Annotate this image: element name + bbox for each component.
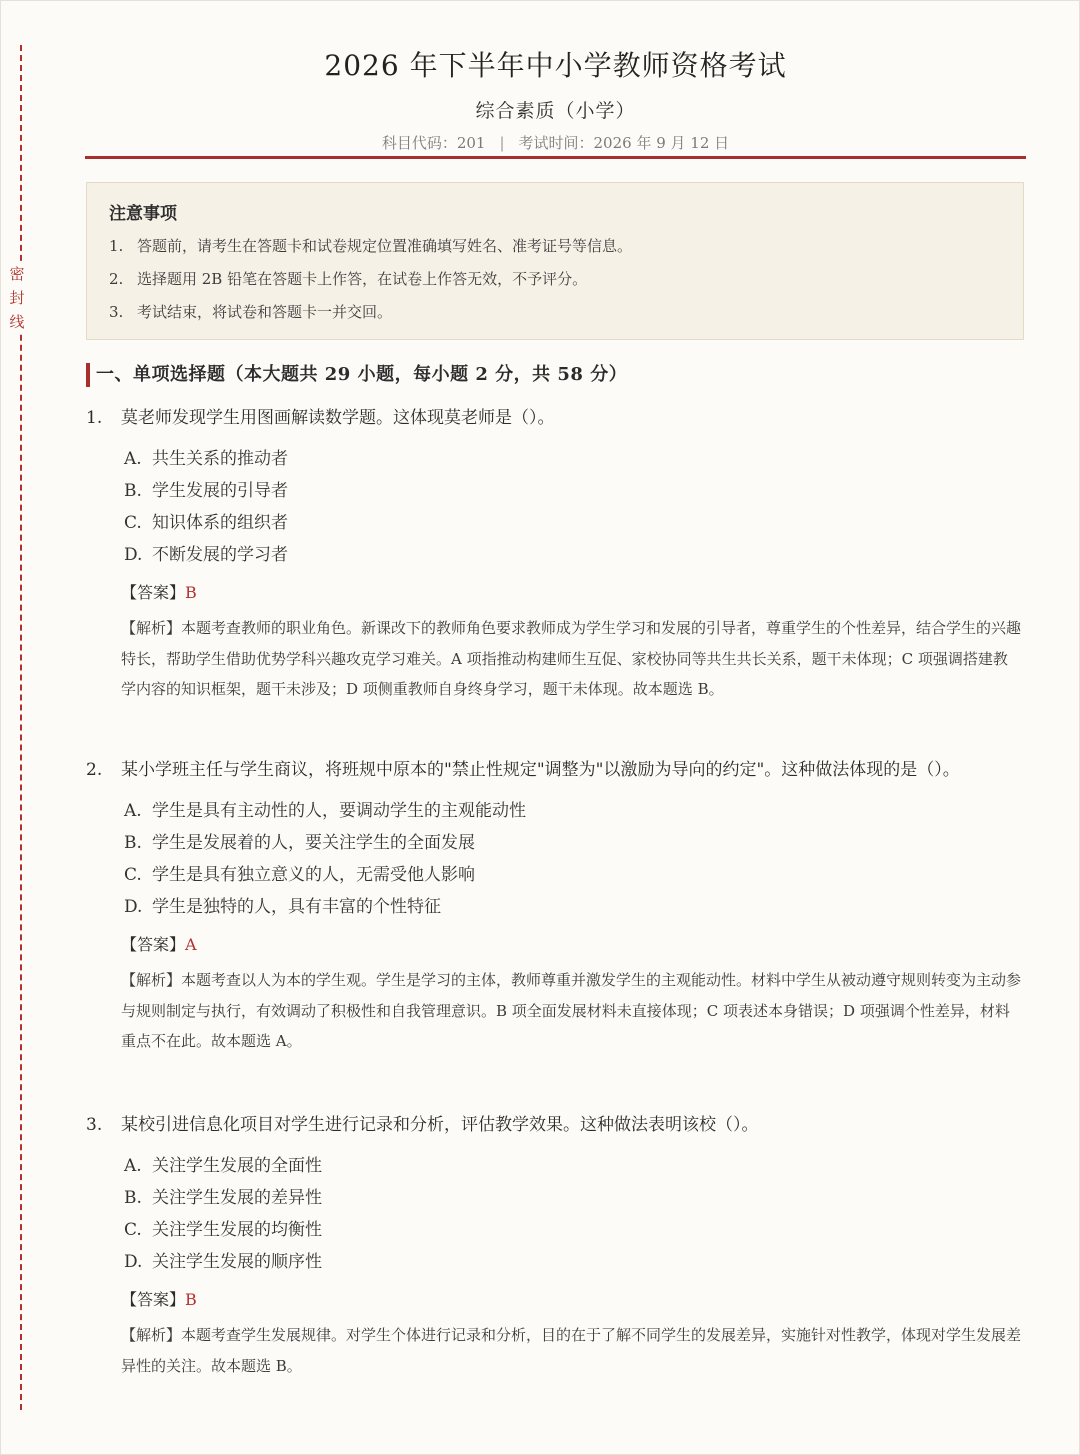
answer-line (121, 578, 1021, 608)
notice-item-number: 2. (109, 270, 124, 288)
option-list (124, 795, 1021, 923)
option-text: 关注学生发展的全面性 (152, 1156, 322, 1176)
option-b (124, 1182, 1021, 1214)
question-number: 2. (86, 760, 103, 780)
explanation: 【解析】本题考查以人为本的学生观。学生是学习的主体，教师尊重并激发学生的主观能动性。材料中学生从被动遵守规则转变为主动参与规则制定与执行，有效调动了积极性和自我管理意识。B 项全面发展材料未直接体现；C 项表述本身错误；D 项强调个性差异，材料重点不在此。故本题选 A。 (121, 971, 1022, 1050)
option-text: 关注学生发展的顺序性 (152, 1252, 322, 1272)
answer-label: 【答案】 (121, 583, 186, 602)
answer-value: B (185, 1290, 197, 1309)
option-label: C. (124, 513, 142, 533)
option-text: 学生是发展着的人，要关注学生的全面发展 (152, 833, 475, 853)
option-list (124, 443, 1021, 571)
answer-value: A (185, 935, 197, 954)
notice-item (109, 263, 1001, 296)
question-3 (86, 1110, 1021, 1381)
question-text: 某小学班主任与学生商议，将班规中原本的"禁止性规定"调整为"以激励为导向的约定"。这种做法体现的是（）。 (121, 760, 960, 780)
answer-label: 【答案】 (121, 935, 186, 954)
option-b (124, 475, 1021, 507)
question-number: 1. (86, 408, 103, 428)
notice-item-text: 考试结束，将试卷和答题卡一并交回。 (137, 303, 393, 321)
option-c (124, 507, 1021, 539)
question-stem (86, 755, 1021, 785)
question-number: 3. (86, 1115, 103, 1135)
notice-item-number: 3. (109, 303, 124, 321)
answer-line (121, 930, 1021, 960)
header-divider (85, 156, 1026, 159)
option-b (124, 827, 1021, 859)
question-text: 莫老师发现学生用图画解读数学题。这体现莫老师是（）。 (121, 408, 555, 428)
question-text: 某校引进信息化项目对学生进行记录和分析，评估教学效果。这种做法表明该校（）。 (121, 1115, 759, 1135)
notice-item (109, 296, 1001, 329)
notice-item-number: 1. (109, 237, 124, 255)
option-label: D. (124, 897, 143, 917)
option-c (124, 1214, 1021, 1246)
option-label: C. (124, 865, 142, 885)
notice-item-text: 答题前，请考生在答题卡和试卷规定位置准确填写姓名、准考证号等信息。 (137, 237, 633, 255)
question-stem (86, 1110, 1021, 1140)
subject-code: 科目代码：201 (381, 134, 486, 152)
section-title: 一、单项选择题（本大题共 29 小题，每小题 2 分，共 58 分） (86, 363, 627, 387)
option-text: 学生是具有独立意义的人，无需受他人影响 (152, 865, 475, 885)
question-1 (86, 403, 1021, 705)
notice-item-text: 选择题用 2B 铅笔在答题卡上作答，在试卷上作答无效，不予评分。 (137, 270, 588, 288)
option-label: B. (124, 481, 142, 501)
notice-title: 注意事项 (109, 204, 177, 224)
option-label: B. (124, 1188, 142, 1208)
exam-subtitle: 综合素质（小学） (475, 100, 636, 122)
notice-box (86, 182, 1024, 340)
answer-line (121, 1285, 1021, 1315)
answer-value: B (185, 583, 197, 602)
exam-header (85, 40, 1026, 153)
option-text: 知识体系的组织者 (152, 513, 288, 533)
option-label: A. (124, 1156, 142, 1176)
option-a (124, 795, 1021, 827)
option-label: C. (124, 1220, 142, 1240)
option-d (124, 1246, 1021, 1278)
option-label: A. (124, 449, 142, 469)
option-label: A. (124, 801, 142, 821)
option-d (124, 891, 1021, 923)
option-text: 关注学生发展的均衡性 (152, 1220, 322, 1240)
exam-date: 考试时间：2026 年 9 月 12 日 (518, 134, 730, 152)
option-list (124, 1150, 1021, 1278)
option-text: 共生关系的推动者 (152, 449, 288, 469)
option-text: 不断发展的学习者 (152, 545, 288, 565)
option-a (124, 1150, 1021, 1182)
option-a (124, 443, 1021, 475)
option-c (124, 859, 1021, 891)
option-d (124, 539, 1021, 571)
exam-title: 2026 年下半年中小学教师资格考试 (324, 49, 787, 82)
notice-item (109, 230, 1001, 263)
option-label: B. (124, 833, 142, 853)
answer-label: 【答案】 (121, 1290, 186, 1309)
option-text: 关注学生发展的差异性 (152, 1188, 322, 1208)
exam-meta (85, 132, 1026, 153)
option-text: 学生发展的引导者 (152, 481, 288, 501)
option-text: 学生是具有主动性的人，要调动学生的主观能动性 (152, 801, 526, 821)
question-2 (86, 755, 1021, 1057)
option-text: 学生是独特的人，具有丰富的个性特征 (152, 897, 441, 917)
option-label: D. (124, 1252, 143, 1272)
meta-separator: | (499, 134, 505, 152)
seal-label: 密封线 (7, 262, 27, 334)
question-stem (86, 403, 1021, 433)
explanation: 【解析】本题考查教师的职业角色。新课改下的教师角色要求教师成为学生学习和发展的引导者，尊重学生的个性差异，结合学生的兴趣特长，帮助学生借助优势学科兴趣攻克学习难关。A 项指推动构建师生互促、家校协同等共生共长关系，题干未体现；C 项强调搭建教学内容的知识框架，题干未涉及；D 项侧重教师自身终身学习，题干未体现。故本题选 B。 (121, 619, 1022, 698)
option-label: D. (124, 545, 143, 565)
explanation: 【解析】本题考查学生发展规律。对学生个体进行记录和分析，目的在于了解不同学生的发展差异，实施针对性教学，体现对学生发展差异性的关注。故本题选 B。 (121, 1326, 1022, 1375)
seal-line (20, 45, 22, 1410)
